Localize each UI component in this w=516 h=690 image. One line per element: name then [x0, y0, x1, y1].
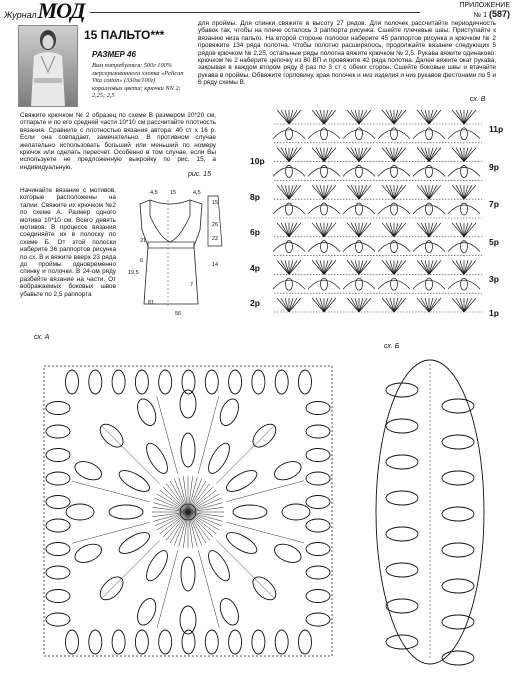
strip-cluster [442, 507, 474, 521]
stitch-mark [281, 185, 289, 199]
stitch-mark [324, 223, 332, 237]
edge-cluster [89, 630, 102, 654]
scheme-v-diagram [272, 104, 484, 318]
page-number: (587) [488, 9, 510, 19]
pattern-drawing [118, 186, 238, 316]
edge-cluster [252, 630, 265, 654]
stitch-mark [281, 260, 289, 274]
edge-cluster [66, 370, 79, 394]
center-stitch [188, 477, 197, 512]
stitch-mark [289, 223, 297, 237]
scheme-v-label: сх. В [470, 96, 486, 103]
spoke-line [216, 540, 273, 596]
stitch-mark [359, 298, 367, 312]
petal-cluster [217, 396, 242, 428]
spoke-line [72, 481, 149, 502]
edge-cluster [46, 425, 70, 438]
spoke-line [227, 522, 304, 543]
spoke-line [157, 396, 178, 473]
model-photo [18, 25, 78, 107]
petal-cluster [233, 505, 267, 519]
stitch-mark [394, 185, 402, 199]
stitch-mark [456, 298, 464, 312]
row-label: 7р [489, 199, 499, 210]
row-label: 8р [250, 191, 260, 202]
petal-cluster [272, 541, 304, 566]
edge-cluster [306, 519, 330, 532]
stitch-mark [316, 148, 324, 162]
stitch-mark [456, 223, 464, 237]
strip-cluster [386, 599, 418, 613]
stitch-mark [386, 298, 394, 312]
stitch-mark [421, 110, 429, 124]
edge-cluster [46, 543, 70, 556]
dimension-label: 26 [212, 222, 219, 228]
stitch-mark [359, 148, 367, 162]
edge-cluster [275, 370, 288, 394]
stitch-mark [316, 298, 324, 312]
stitch-mark [289, 185, 297, 199]
petal-cluster [217, 596, 242, 628]
edge-cluster [46, 566, 70, 579]
stitch-mark [316, 185, 324, 199]
center-stitch [153, 503, 188, 512]
row-label: 6р [250, 227, 260, 237]
spoke-line [157, 551, 178, 628]
chain-arc [448, 130, 480, 139]
stitch-mark [289, 298, 297, 312]
chain-arc [273, 167, 305, 176]
stitch-mark [394, 148, 402, 162]
edge-cluster [135, 630, 148, 654]
chain-arc [343, 243, 375, 252]
stitch-mark [281, 298, 289, 312]
stitch-mark [351, 148, 359, 162]
petal-cluster [134, 396, 159, 428]
stitch-mark [359, 185, 367, 199]
edge-cluster [306, 566, 330, 579]
stitch-mark [464, 260, 472, 274]
stitch-mark [351, 185, 359, 199]
stitch-mark [456, 185, 464, 199]
chain-arc [448, 167, 480, 176]
chain-arc [308, 280, 340, 289]
row-label: 9р [489, 161, 499, 172]
stitch-mark [281, 110, 289, 124]
edge-cluster [275, 630, 288, 654]
edge-cluster [46, 613, 70, 626]
chain-arc [413, 167, 445, 176]
issue-info [459, 1, 510, 20]
strip-cluster [442, 579, 474, 593]
figure-label: рис. 15 [188, 171, 211, 178]
edge-cluster [46, 402, 70, 415]
strip-cluster [386, 563, 418, 577]
materials-text: Вам потребуется: 500г 100% мерсеризованного хлопка «Pelican Vita cotton» (330м/100г) коралловых цвета; крючки NN 2; 2,25; 2,5 [92, 62, 184, 100]
center-stitch [179, 512, 188, 547]
petal-cluster [181, 433, 195, 467]
stitch-mark [324, 298, 332, 312]
stitch-mark [464, 185, 472, 199]
petal-cluster [181, 557, 195, 591]
center-stitch [153, 512, 188, 521]
chain-arc [308, 167, 340, 176]
strip-cluster [442, 471, 474, 485]
stitch-mark [324, 185, 332, 199]
chain-arc [343, 280, 375, 289]
edge-cluster [46, 590, 70, 603]
stitch-mark [324, 260, 332, 274]
dimension-label: 15 [170, 190, 177, 196]
stitch-mark [421, 298, 429, 312]
appendix-label: ПРИЛОЖЕНИЕ [459, 2, 510, 9]
instructions-text: Начинайте вязание с мотивов, которые расположены на талии. Свяжите их крючком №2 по схеме А. Размер одного мотива 10*10 см. Всего девять мотивов. В процессе вязания соединяйте их в полоску по схеме Б. От этой полоски наберите 36 раппортов рисунка по сх. В и вяжите вверх 23 ряда до проймы одновременно спинку и полочки. В 24-ом ряду разбейте вязание на части. От вображаемых боковых швов убавьте по 2,5 раппорта [20, 187, 116, 298]
dimension-label: 4,5 [193, 190, 201, 196]
stitch-mark [324, 110, 332, 124]
stitch-mark [351, 223, 359, 237]
edge-cluster [306, 402, 330, 415]
stitch-mark [351, 110, 359, 124]
petal-cluster [282, 504, 310, 520]
chain-arc [273, 205, 305, 214]
journal-word: Журнал [4, 10, 37, 20]
stitch-mark [359, 223, 367, 237]
center-stitch [188, 512, 197, 547]
row-label: 3р [489, 274, 499, 285]
stitch-mark [351, 298, 359, 312]
petal-cluster [272, 458, 304, 483]
petal-cluster [142, 547, 171, 583]
spoke-line [227, 481, 304, 502]
stitch-mark [421, 185, 429, 199]
stitch-mark [429, 223, 437, 237]
chain-arc [273, 130, 305, 139]
stitch-mark [394, 298, 402, 312]
stitch-mark [429, 298, 437, 312]
edge-cluster [299, 630, 312, 654]
edge-cluster [229, 370, 242, 394]
dimension-label: 6 [140, 258, 144, 264]
chain-arc [343, 167, 375, 176]
dimension-label: 22 [212, 236, 219, 242]
chain-arc [343, 205, 375, 214]
stitch-mark [429, 260, 437, 274]
chain-arc [378, 167, 410, 176]
row-label: 4р [250, 262, 260, 273]
row-label: 5р [489, 236, 499, 247]
stitch-mark [289, 110, 297, 124]
chain-arc [413, 280, 445, 289]
stitch-mark [464, 110, 472, 124]
chain-arc [413, 205, 445, 214]
center-stitch [188, 512, 223, 521]
stitch-mark [281, 223, 289, 237]
edge-cluster [112, 370, 125, 394]
chain-arc [413, 243, 445, 252]
center-stitch [179, 477, 188, 512]
stitch-mark [421, 148, 429, 162]
edge-cluster [205, 370, 218, 394]
stitch-mark [359, 260, 367, 274]
chain-arc [413, 130, 445, 139]
dimension-label: 21 [140, 238, 147, 244]
stitch-mark [394, 110, 402, 124]
edge-cluster [306, 496, 330, 509]
edge-cluster [299, 370, 312, 394]
spoke-line [103, 427, 160, 483]
chain-arc [273, 243, 305, 252]
chain-arc [378, 205, 410, 214]
chain-arc [448, 280, 480, 289]
spoke-line [103, 540, 159, 597]
stitch-mark [316, 223, 324, 237]
stitch-mark [464, 298, 472, 312]
issue-number: № 1 [473, 12, 488, 19]
stitch-mark [386, 185, 394, 199]
strip-cluster [386, 491, 418, 505]
strip-cluster [442, 651, 474, 665]
stitch-mark [429, 148, 437, 162]
strip-cluster [386, 383, 418, 397]
row-label: 2р [250, 298, 260, 308]
edge-cluster [306, 613, 330, 626]
stitch-mark [464, 148, 472, 162]
petal-cluster [66, 504, 94, 520]
spoke-line [198, 396, 219, 473]
edge-cluster [306, 590, 330, 603]
strip-cluster [386, 419, 418, 433]
dimension-label: 7 [190, 282, 194, 288]
stitch-mark [456, 110, 464, 124]
stitch-mark [359, 110, 367, 124]
stitch-mark [386, 223, 394, 237]
intro-text: Свяжите крючком № 2 образец по схеме B размером 20*20 см, отпарьте и по его средней части 10*10 см рассчитайте плотность вязания. Сравните с плотностью вязания автора: 40 ст х 16 р. Если она совпадает, замечательно. В противном случае желательно использовать больший или меньший по номеру крючок или сделать пересчет. Особенно в том случае, если Вы используете не предложенную выкройку по рис. 15, а индивидуальную. [20, 112, 216, 171]
strip-cluster [442, 615, 474, 629]
article-title: 15 ПАЛЬТО*** [84, 28, 165, 42]
edge-cluster [46, 472, 70, 485]
row-label: 11р [489, 124, 504, 134]
edge-cluster [306, 472, 330, 485]
scheme-b-label: сх. Б [384, 343, 400, 350]
stitch-mark [456, 148, 464, 162]
dimension-label: 19,5 [128, 270, 139, 276]
strip-cluster [386, 455, 418, 469]
edge-cluster [112, 630, 125, 654]
stitch-mark [421, 260, 429, 274]
row-label: 10р [250, 156, 265, 166]
spoke-line [198, 551, 219, 628]
chain-arc [343, 130, 375, 139]
stitch-mark [351, 260, 359, 274]
dimension-label: 15 [212, 200, 219, 206]
stitch-mark [289, 148, 297, 162]
petal-cluster [134, 596, 159, 628]
stitch-mark [316, 260, 324, 274]
edge-cluster [252, 370, 265, 394]
dimension-label: 56 [175, 311, 182, 317]
stitch-mark [464, 223, 472, 237]
strip-cluster [386, 527, 418, 541]
edge-cluster [46, 519, 70, 532]
stitch-mark [421, 223, 429, 237]
strip-cluster [442, 435, 474, 449]
edge-cluster [46, 449, 70, 462]
row-label: 1р [489, 308, 499, 318]
dimension-label: 81 [148, 300, 155, 306]
stitch-mark [429, 185, 437, 199]
edge-cluster [306, 543, 330, 556]
petal-cluster [72, 458, 104, 483]
chain-arc [448, 243, 480, 252]
center-stitch [188, 503, 223, 512]
journal-logo [4, 0, 85, 23]
chain-arc [378, 280, 410, 289]
logo-text: МОД [37, 0, 85, 23]
scheme-a-label: сх. А [34, 334, 50, 341]
stitch-mark [429, 110, 437, 124]
stitch-mark [456, 260, 464, 274]
edge-cluster [135, 370, 148, 394]
scheme-a-diagram [28, 344, 348, 674]
edge-cluster [159, 630, 172, 654]
edge-cluster [205, 630, 218, 654]
edge-cluster [159, 370, 172, 394]
chain-arc [448, 205, 480, 214]
chain-arc [308, 130, 340, 139]
spoke-line [72, 522, 149, 543]
size-label: РАЗМЕР 46 [92, 50, 136, 59]
instructions-continued: для проймы. Для спинки свяжите в высоту 27 рядов. Для полочек рассчитайте периодичность убавок так, чтобы на плече осталось 3 раппорта рисунка. Сшейте плечевые швы. Приступайте к вязанию низа пальто. На второй стороне полоски наберите 45 раппортов рисунка и крючком № 2 провяжите 134 ряда полотна. Чтобы полотно расширялось, продолжайте вязание следующих 5 рядов крючком № 2,25, остальные ряды полотна вяжите крючком № 2,5. Рукава вяжите одинаково: крючком № 2 наберите цепочку из 80 ВП и провяжите 42 ряда полотна. Далее вяжите окат рукава, закрывая в каждом втором ряду 8 раз по 3 ст с обеих сторон. Сшейте боковые швы и втачайте рукава в проймы. Обвяжите горловину, края полочек и низ изделия и низ рукавов фестонами по 5 и 6 ряду схемы В. [198, 20, 496, 87]
stitch-mark [289, 260, 297, 274]
stitch-mark [394, 223, 402, 237]
stitch-mark [324, 148, 332, 162]
petal-cluster [223, 528, 259, 557]
edge-cluster [66, 630, 79, 654]
edge-cluster [306, 425, 330, 438]
edge-cluster [229, 630, 242, 654]
petal-cluster [116, 466, 152, 495]
strip-cluster [442, 399, 474, 413]
stitch-mark [386, 148, 394, 162]
edge-cluster [89, 370, 102, 394]
strip-cluster [442, 543, 474, 557]
spoke-line [216, 427, 272, 484]
stitch-mark [394, 260, 402, 274]
dimension-label: 4,5 [150, 190, 158, 196]
petal-cluster [204, 440, 233, 476]
chain-arc [378, 243, 410, 252]
chain-arc [378, 130, 410, 139]
scheme-b-diagram [370, 352, 490, 674]
stitch-mark [386, 260, 394, 274]
stitch-mark [316, 110, 324, 124]
header-rule [90, 12, 420, 13]
chain-arc [308, 205, 340, 214]
chain-arc [308, 243, 340, 252]
dimension-label: 14 [212, 262, 219, 268]
stitch-mark [281, 148, 289, 162]
edge-cluster [306, 449, 330, 462]
edge-cluster [46, 496, 70, 509]
petal-cluster [72, 541, 104, 566]
petal-cluster [109, 505, 143, 519]
stitch-mark [386, 110, 394, 124]
chain-arc [273, 280, 305, 289]
